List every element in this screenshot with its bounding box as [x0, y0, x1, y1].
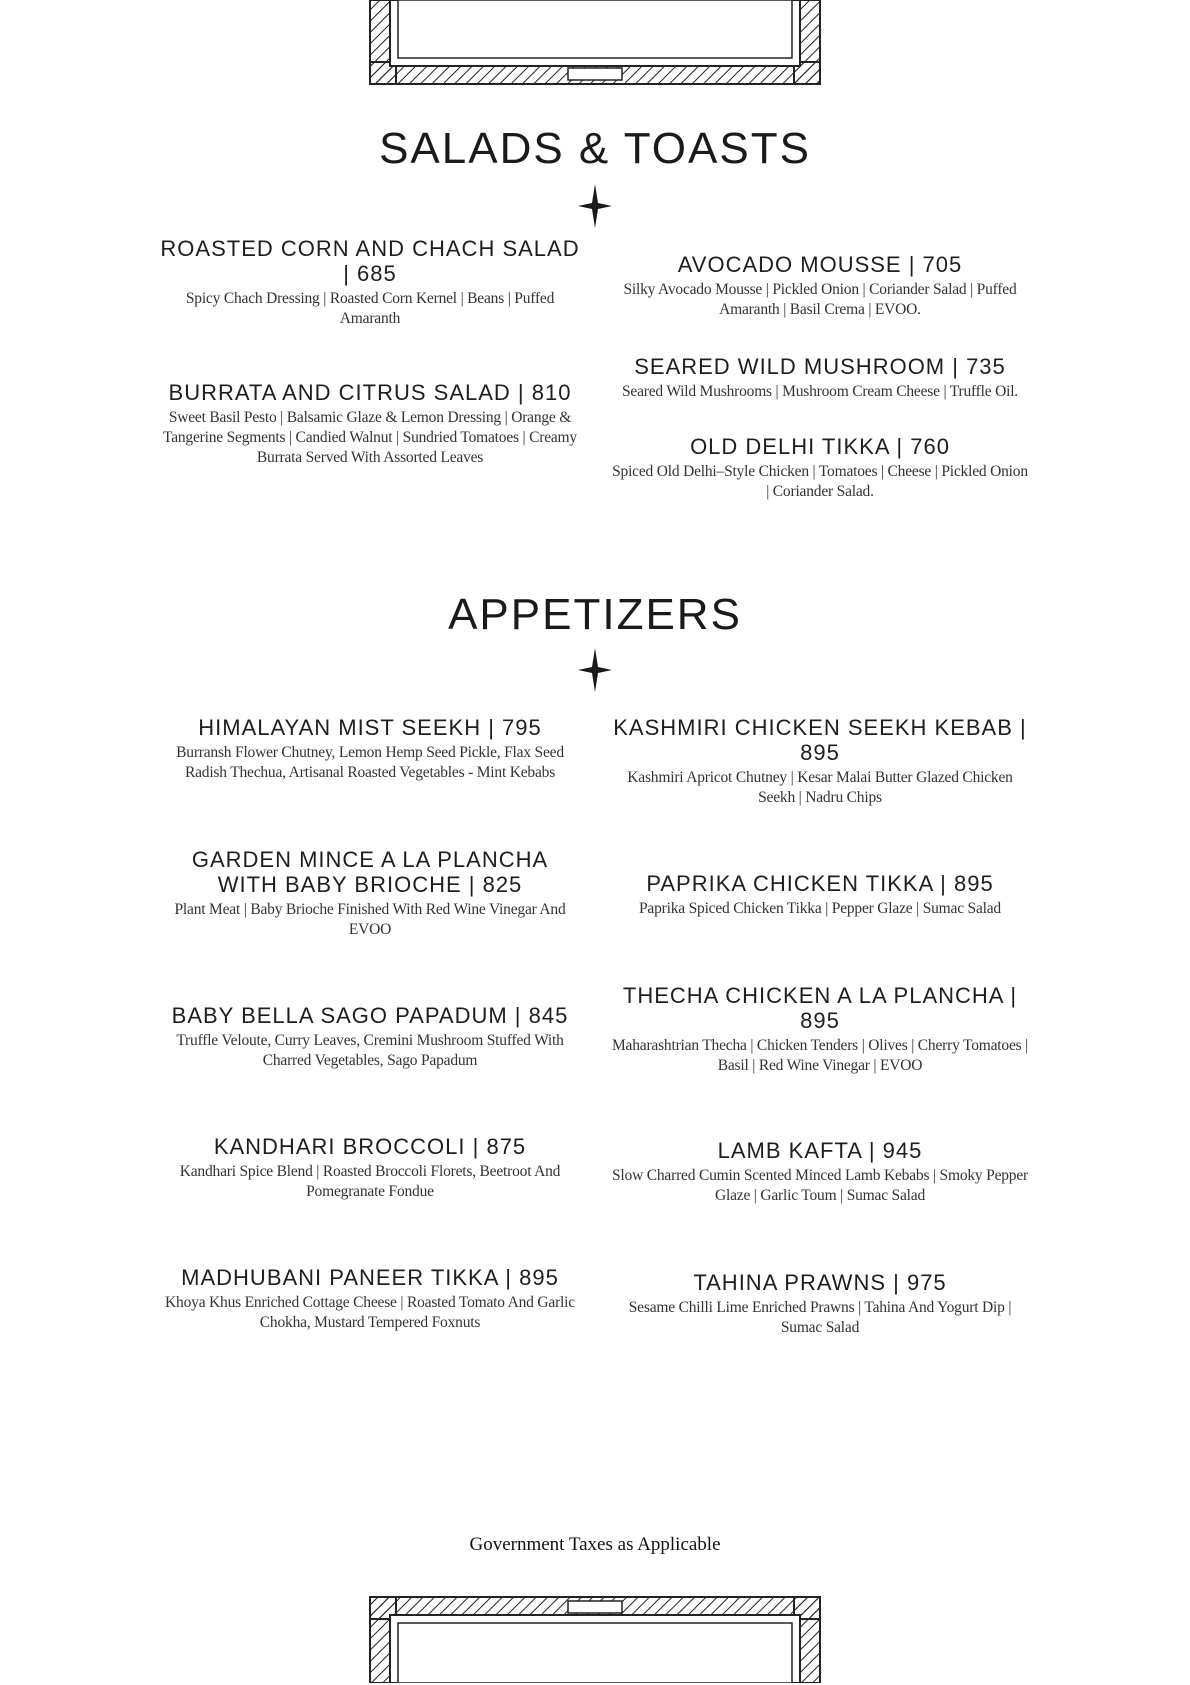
menu-item — [610, 983, 1030, 1076]
menu-item-name: AVOCADO MOUSSE | 705 — [677, 252, 963, 277]
menu-item-name: PAPRIKA CHICKEN TIKKA | 895 — [646, 871, 994, 896]
menu-item — [610, 354, 1030, 402]
tax-note: Government Taxes as Applicable — [469, 1534, 721, 1555]
menu-item-name: THECHA CHICKEN A LA PLANCHA | 895 — [622, 983, 1018, 1033]
menu-item-name: OLD DELHI TIKKA | 760 — [690, 434, 950, 459]
menu-item-desc: Seared Wild Mushrooms | Mushroom Cream Cheese | Truffle Oil. — [622, 383, 1018, 400]
menu-item-desc: Khoya Khus Enriched Cottage Cheese | Roasted Tomato And Garlic Chokha, Mustard Tempered Foxnuts — [165, 1294, 575, 1331]
menu-item-desc: Silky Avocado Mousse | Pickled Onion | Coriander Salad | Puffed Amaranth | Basil Crema | EVOO. — [623, 281, 1017, 318]
menu-item-name: SEARED WILD MUSHROOM | 735 — [634, 354, 1006, 379]
menu-item-desc: Truffle Veloute, Curry Leaves, Cremini Mushroom Stuffed With Charred Vegetables, Sago Papadum — [176, 1032, 564, 1069]
menu-item-desc: Slow Charred Cumin Scented Minced Lamb Kebabs | Smoky Pepper Glaze | Garlic Toum | Sumac Salad — [612, 1167, 1028, 1204]
four-point-star-icon — [578, 184, 612, 228]
four-point-star-icon — [578, 648, 612, 692]
menu-item — [610, 715, 1030, 808]
menu-item — [610, 434, 1030, 502]
menu-item — [610, 1270, 1030, 1338]
menu-item-desc: Spiced Old Delhi–Style Chicken | Tomatoes | Cheese | Pickled Onion | Coriander Salad. — [612, 463, 1028, 500]
menu-item-desc: Sesame Chilli Lime Enriched Prawns | Tahina And Yogurt Dip | Sumac Salad — [628, 1299, 1012, 1336]
menu-item-name: MADHUBANI PANEER TIKKA | 895 — [181, 1265, 559, 1290]
menu-item-desc: Kandhari Spice Blend | Roasted Broccoli Florets, Beetroot And Pomegranate Fondue — [179, 1163, 561, 1200]
menu-item-desc: Kashmiri Apricot Chutney | Kesar Malai Butter Glazed Chicken Seekh | Nadru Chips — [627, 769, 1013, 806]
menu-item-name: BURRATA AND CITRUS SALAD | 810 — [168, 380, 572, 405]
menu-item-name: GARDEN MINCE A LA PLANCHA WITH BABY BRIOCHE | 825 — [191, 847, 549, 897]
menu-item — [610, 1138, 1030, 1206]
menu-item-desc: Spicy Chach Dressing | Roasted Corn Kernel | Beans | Puffed Amaranth — [185, 290, 555, 327]
menu-item — [160, 715, 580, 783]
bottom-deco-frame-icon — [368, 1595, 822, 1685]
menu-item-name: ROASTED CORN AND CHACH SALAD | 685 — [160, 236, 580, 286]
menu-item-desc: Sweet Basil Pesto | Balsamic Glaze & Lemon Dressing | Orange & Tangerine Segments | Candied Walnut | Sundried Tomatoes | Creamy Burrata Served With Assorted Leaves — [163, 409, 577, 466]
menu-item-desc: Paprika Spiced Chicken Tikka | Pepper Glaze | Sumac Salad — [638, 900, 1001, 917]
menu-item-desc: Maharashtrian Thecha | Chicken Tenders | Olives | Cherry Tomatoes | Basil | Red Wine Vinegar | EVOO — [611, 1037, 1029, 1074]
menu-item-name: TAHINA PRAWNS | 975 — [693, 1270, 947, 1295]
menu-item — [160, 1134, 580, 1202]
menu-item-name: LAMB KAFTA | 945 — [717, 1138, 923, 1163]
menu-item — [160, 847, 580, 940]
menu-item-desc: Burransh Flower Chutney, Lemon Hemp Seed Pickle, Flax Seed Radish Thechua, Artisanal Roasted Vegetables - Mint Kebabs — [176, 744, 564, 781]
menu-item-name: BABY BELLA SAGO PAPADUM | 845 — [171, 1003, 569, 1028]
menu-item — [160, 1265, 580, 1333]
menu-item-name: KANDHARI BROCCOLI | 875 — [213, 1134, 527, 1159]
menu-item-name: KASHMIRI CHICKEN SEEKH KEBAB | 895 — [613, 715, 1027, 765]
section-title-appetizers: APPETIZERS — [448, 590, 742, 639]
menu-item-name: HIMALAYAN MIST SEEKH | 795 — [198, 715, 542, 740]
menu-item — [160, 380, 580, 468]
top-deco-frame-icon — [368, 0, 822, 90]
menu-item — [610, 252, 1030, 320]
menu-item-desc: Plant Meat | Baby Brioche Finished With Red Wine Vinegar And EVOO — [174, 901, 566, 938]
menu-item — [610, 871, 1030, 919]
menu-item — [160, 236, 580, 329]
menu-item — [160, 1003, 580, 1071]
section-title-salads: SALADS & TOASTS — [379, 124, 811, 173]
